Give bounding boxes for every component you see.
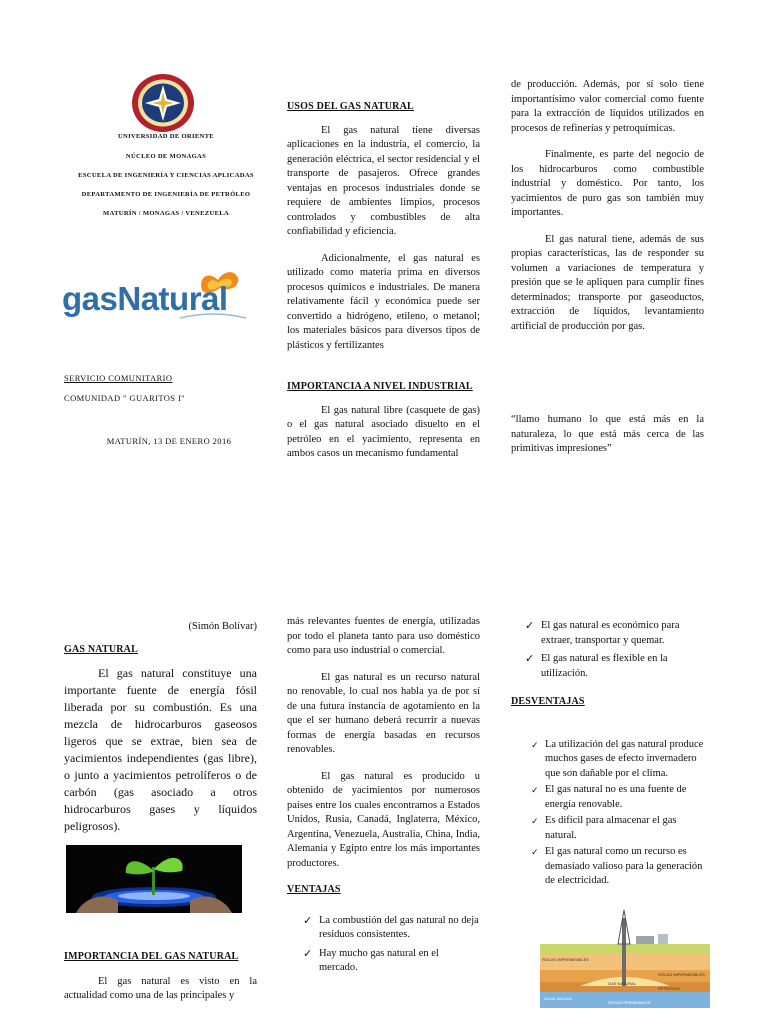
gas-natural-heading: GAS NATURAL	[64, 643, 138, 655]
quote-author: (Simón Bolívar)	[188, 621, 257, 632]
location-line: MATURÍN / MONAGAS / VENEZUELA	[102, 210, 230, 217]
list-item: ✓ La combustión del gas natural no deja residuos consistentes.	[303, 914, 479, 940]
community-service-label: SERVICIO COMUNITARIO	[64, 373, 173, 383]
label-oil: PETRÓLEO	[658, 986, 680, 991]
gas-natural-paragraph: El gas natural constituye una importante fuente de energía fósil liberada por su combustión. Es una mezcla de hidrocarburos gaseosos ligeros que se extrae, bien sea de yacimientos independientes (gas libre), o junto a yacimientos petrolíferos o de carbón (gas asociado a otros hidrocarburos gases y líquidos peligrosos).	[64, 666, 257, 833]
label-impermeable-1: ROCAS IMPERMEABLES	[542, 957, 589, 962]
logo-swoosh-icon	[178, 312, 248, 322]
production-paragraph: de producción. Además, por sí solo tiene importantísimo valor comercial como fuente para la extracción de líquidos utilizados en procesos de refinerías y petroquímicas.	[511, 79, 704, 134]
disadvantages-list	[511, 738, 709, 889]
reservoir-diagram	[540, 908, 710, 1008]
panel-importance	[64, 950, 257, 1016]
panel-uses	[287, 100, 480, 365]
university-name: UNIVERSIDAD DE ORIENTE	[118, 133, 214, 140]
bolivar-quote: “llamo humano lo que está más en la naturaleza, lo que está más cerca de las primitivas impresiones”	[511, 414, 704, 454]
advantages-heading: VENTAJAS	[287, 884, 341, 895]
panel-gas-natural	[64, 620, 257, 847]
label-salt-water: AGUA SALADA	[544, 996, 573, 1001]
checkmark-icon: ✓	[525, 620, 535, 632]
label-permeable: ROCAS PERMEABLES	[608, 1000, 651, 1005]
bullet-check-icon: ✓	[531, 816, 539, 826]
list-item: ✓ El gas natural es flexible en la utilización.	[525, 653, 668, 679]
panel-production	[511, 78, 704, 346]
date-line: MATURÍN, 13 DE ENERO 2016	[106, 436, 232, 446]
industrial-paragraph: El gas natural libre (casquete de gas) o el gas natural asociado disuelto en el petróleo en el yacimiento, representa en ambos casos un mecanismo fundamental	[287, 404, 480, 459]
department-name: DEPARTAMENTO DE INGENIERÍA DE PETRÓLEO	[81, 191, 251, 198]
characteristics-paragraph: El gas natural tiene, además de sus propias características, las de responder su volumen a variaciones de temperatura y presión que se le apliquen para cumplir fines determinados; transporte por gaseoductos, extracción de líquidos, levantamiento artificial de producción por gas.	[511, 233, 704, 332]
uses-paragraph-2: Adicionalmente, el gas natural es utilizado como materia prima en diversos procesos químicos e industriales. De manera relativamente fácil y económica puede ser convertido a hidrógeno, etileno, o metanol; los materiales básicos para diversos tipos de plásticos y fertilizantes	[287, 252, 480, 351]
non-renewable-paragraph: El gas natural es un recurso natural no renovable, lo cual nos habla ya de por sí de una futura instancia de agotamiento en la que el ser humano deberá recurrir a nuevas formas de energía basadas en recursos renovables.	[287, 671, 480, 755]
disadvantages-heading: DESVENTAJAS	[511, 696, 585, 707]
advantages-list-1	[287, 914, 480, 976]
sources-paragraph: más relevantes fuentes de energía, utilizadas por todo el planeta tanto para uso doméstico como para uso industrial o comercial.	[287, 616, 480, 656]
checkmark-icon: ✓	[525, 653, 535, 665]
uses-paragraph-1: El gas natural tiene diversas aplicaciones en la industria, el comercio, la generación eléctrica, el sector residencial y el transporte de pasajeros. Ofrece grandes ventajas en procesos industriales donde se requiere de ambientes limpios, procesos controlados y combustibles de alta confiabilidad y eficiencia.	[287, 124, 480, 237]
community-name: COMUNIDAD " GUARITOS I"	[64, 393, 186, 403]
label-gas: GAS NATURAL	[608, 981, 636, 986]
list-item: ✓ El gas natural como un recurso es demasiado valioso para la generación de electricidad.	[531, 846, 703, 886]
list-item: ✓ Es difícil para almacenar el gas natural.	[531, 815, 677, 841]
checkmark-icon: ✓	[303, 947, 313, 960]
panel-industrial	[287, 380, 480, 474]
nucleus-name: NÚCLEO DE MONAGAS	[125, 153, 207, 160]
university-seal-icon	[130, 72, 196, 134]
bullet-check-icon: ✓	[531, 785, 539, 795]
list-item: ✓ La utilización del gas natural produce muchos gases de efecto invernadero que son dañable por el clima.	[531, 738, 704, 779]
importance-heading: IMPORTANCIA DEL GAS NATURAL	[64, 951, 239, 962]
panel-disadvantages	[511, 619, 704, 891]
checkmark-icon: ✓	[303, 914, 313, 927]
bullet-check-icon: ✓	[531, 739, 539, 750]
industrial-heading: IMPORTANCIA A NIVEL INDUSTRIAL	[287, 381, 473, 392]
school-name: ESCUELA DE INGENIERÍA Y CIENCIAS APLICADAS	[78, 172, 254, 179]
importance-paragraph: El gas natural es visto en la actualidad como una de las principales y	[64, 975, 257, 1001]
advantages-list-2	[511, 619, 704, 681]
producers-paragraph: El gas natural es producido u obtenido de yacimientos por numerosos países entre los cuales encontramos a Estados Unidos, Rusia, Canadá, Inglaterra, México, Argentina, Venezuela, Australia, China, India, Alemania y Egipto entre los más importantes productores.	[287, 770, 480, 869]
quote-block	[511, 413, 704, 469]
uses-heading: USOS DEL GAS NATURAL	[287, 101, 414, 112]
finally-paragraph: Finalmente, es parte del negocio de los hidrocarburos como combustible industrial y doméstico. Por tanto, los yacimientos de puro gas son también muy importantes.	[511, 149, 704, 218]
list-item: ✓ El gas natural no es una fuente de energía renovable.	[531, 784, 687, 810]
panel-sources	[287, 615, 480, 980]
list-item: ✓ Hay mucho gas natural en el mercado.	[303, 947, 439, 973]
gas-natural-logo	[62, 268, 276, 324]
label-impermeable-2: ROCAS IMPERMEABLES	[658, 972, 705, 977]
plant-flame-image	[66, 845, 242, 913]
bullet-check-icon: ✓	[531, 847, 539, 857]
list-item: ✓ El gas natural es económico para extraer, transportar y quemar.	[525, 620, 680, 646]
logo-wordmark: gasNatural	[62, 280, 228, 317]
